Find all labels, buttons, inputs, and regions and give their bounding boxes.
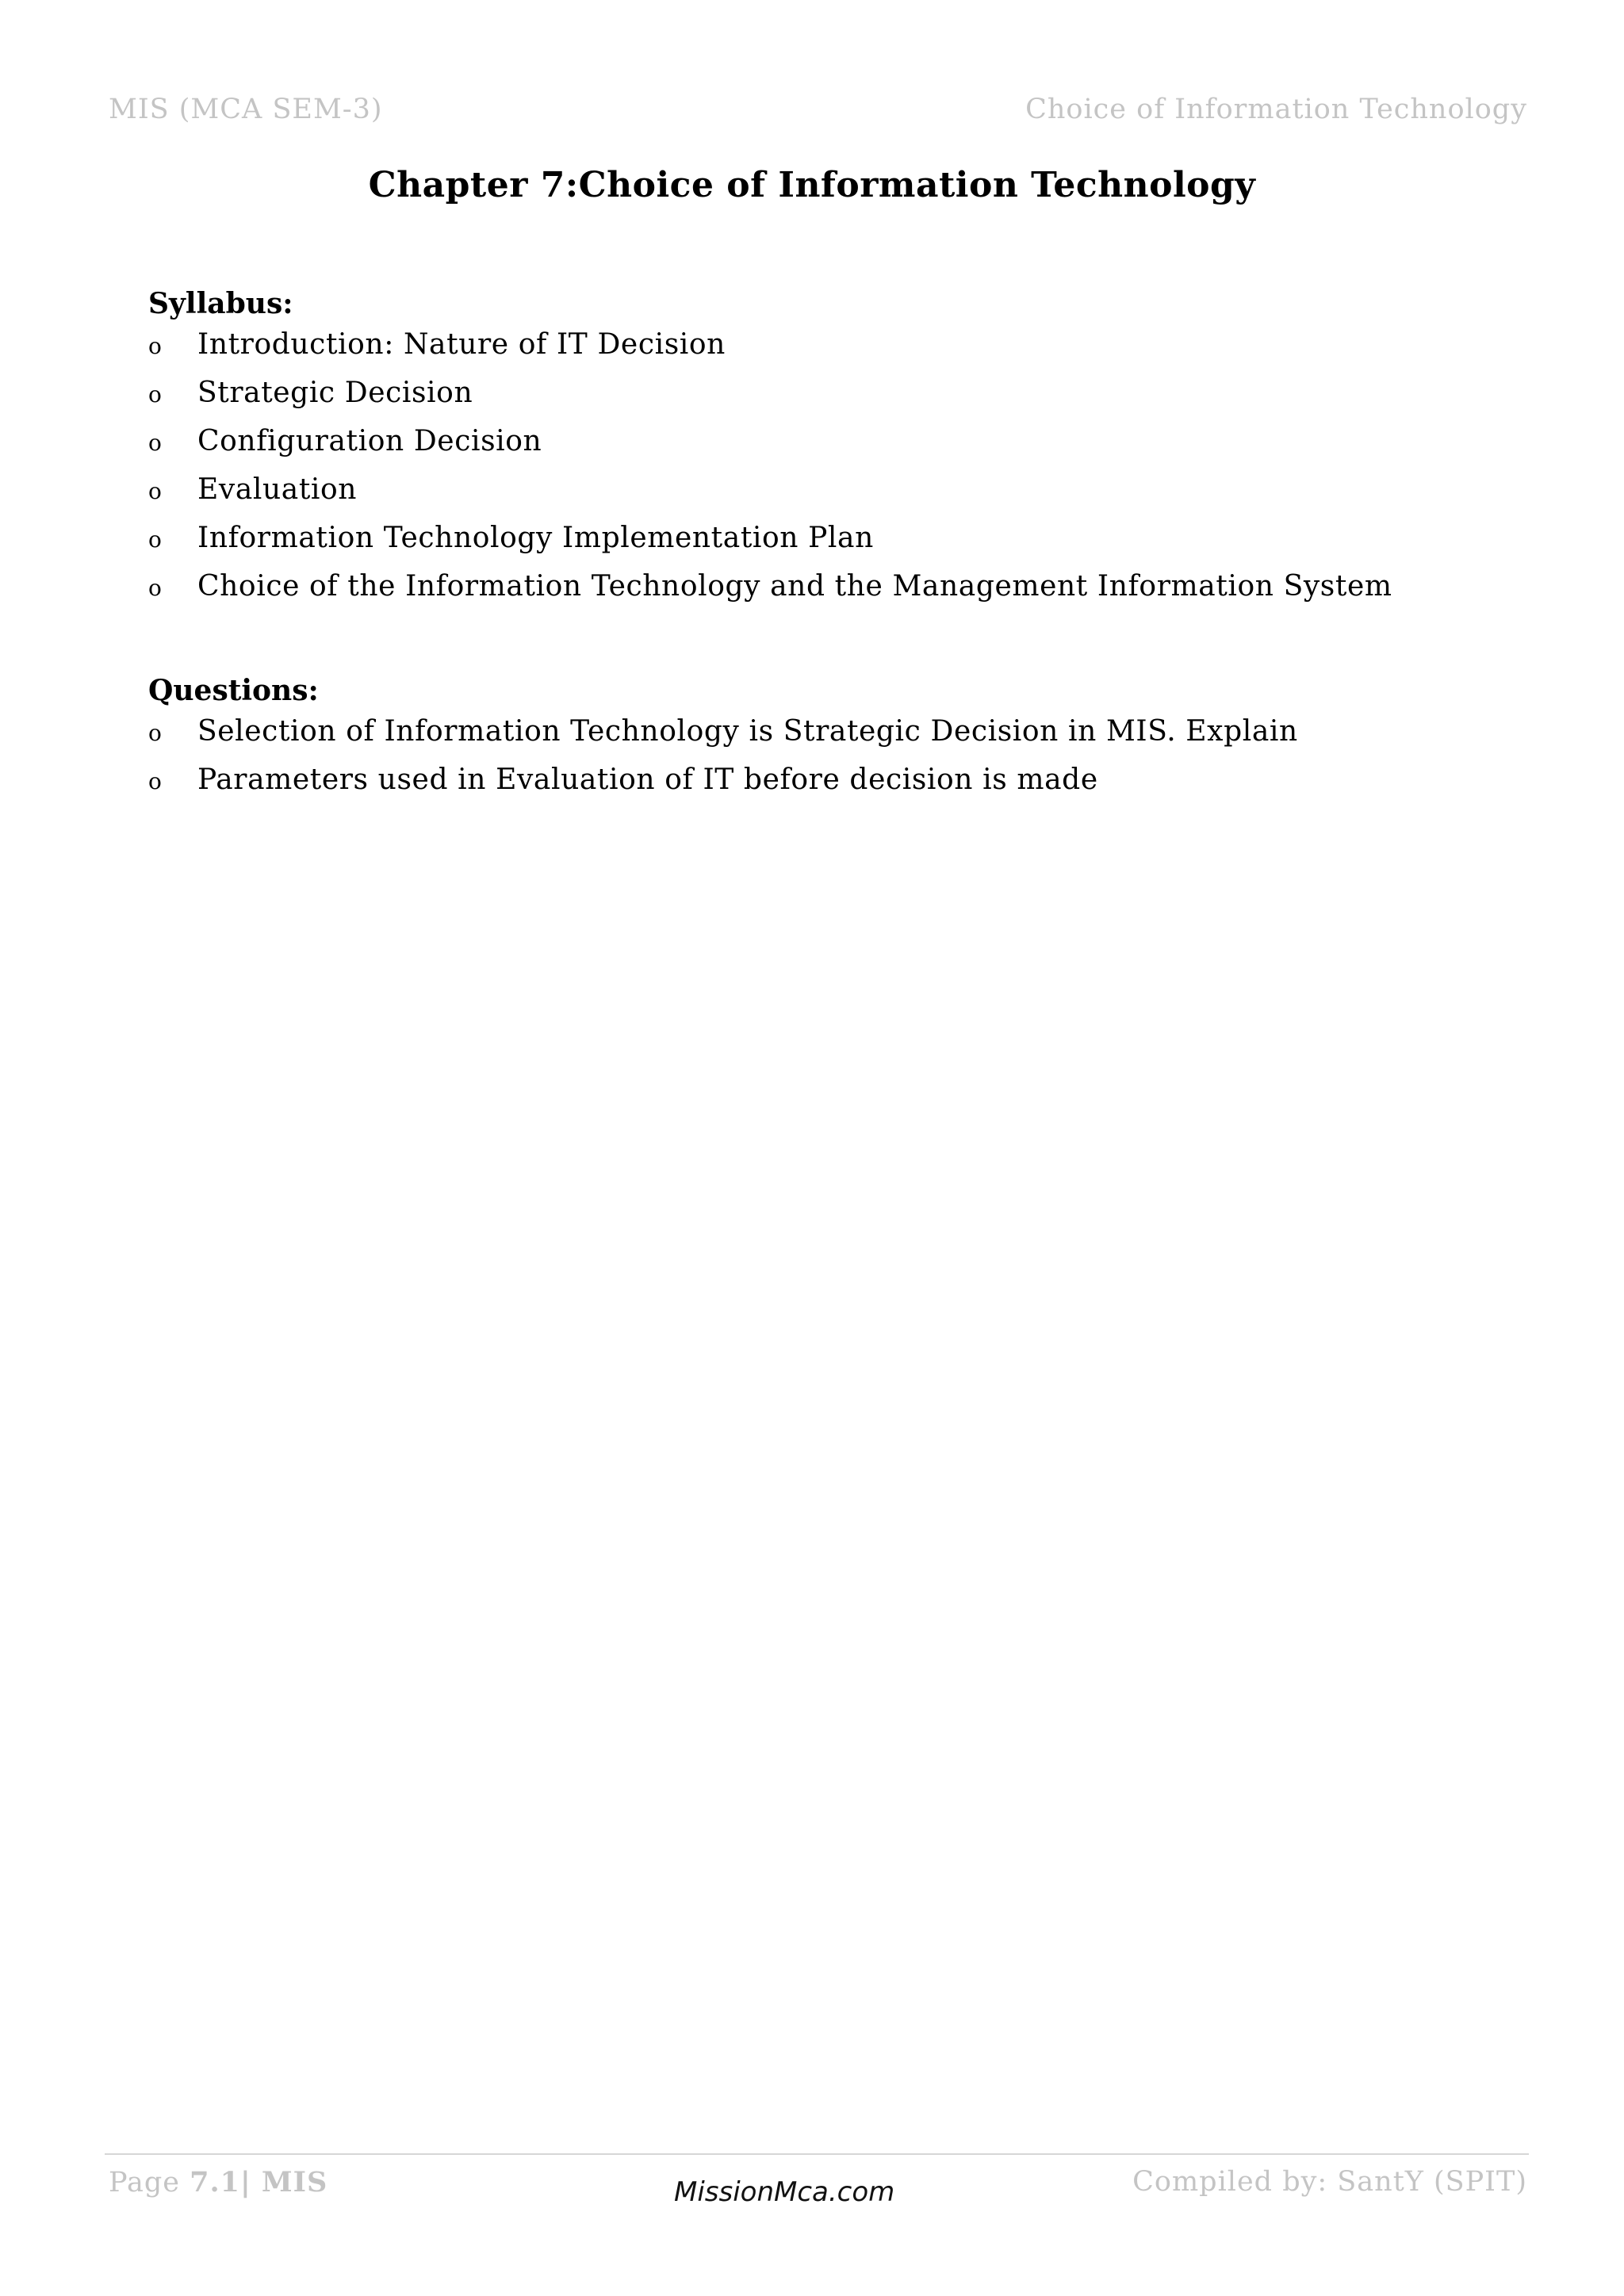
bullet-icon: o — [148, 430, 163, 456]
footer-divider — [105, 2153, 1529, 2155]
footer-page-number: 7.1 — [190, 2166, 240, 2198]
footer-compiled-by: Compiled by: SantY (SPIT) — [1132, 2166, 1527, 2198]
missionmca-logo — [672, 2169, 895, 2214]
list-item — [148, 763, 1298, 812]
header-left-text: MIS (MCA SEM-3) — [109, 94, 383, 125]
list-item — [148, 570, 1392, 618]
footer-page-prefix: Page — [109, 2167, 190, 2198]
bullet-icon: o — [148, 381, 163, 408]
list-item-text: Information Technology Implementation Plan — [197, 522, 874, 554]
list-item-text: Evaluation — [197, 473, 358, 506]
list-item — [148, 377, 1392, 425]
questions-heading: Questions: — [148, 674, 319, 707]
footer-page-info — [109, 2166, 327, 2198]
footer-page-suffix: | MIS — [240, 2166, 328, 2198]
chapter-title: Chapter 7:Choice of Information Technology — [368, 165, 1256, 205]
logo-text: MissionMca.com — [674, 2176, 895, 2208]
bullet-icon: o — [148, 478, 163, 504]
list-item — [148, 522, 1392, 570]
bullet-icon: o — [148, 575, 163, 601]
list-item — [148, 715, 1298, 763]
list-item-text: Choice of the Information Technology and the Management Information System — [197, 570, 1392, 603]
list-item — [148, 473, 1392, 522]
questions-section — [148, 669, 1298, 812]
bullet-icon: o — [148, 768, 163, 794]
bullet-icon: o — [148, 333, 163, 359]
bullet-icon: o — [148, 526, 163, 553]
header-right-text: Choice of Information Technology — [1025, 94, 1527, 125]
list-item-text: Parameters used in Evaluation of IT before decision is made — [197, 763, 1098, 796]
list-item — [148, 328, 1392, 377]
list-item — [148, 425, 1392, 473]
bullet-icon: o — [148, 720, 163, 746]
list-item-text: Selection of Information Technology is Strategic Decision in MIS. Explain — [197, 715, 1298, 748]
syllabus-heading: Syllabus: — [148, 287, 293, 320]
list-item-text: Strategic Decision — [197, 377, 473, 409]
list-item-text: Introduction: Nature of IT Decision — [197, 328, 726, 361]
list-item-text: Configuration Decision — [197, 425, 542, 457]
syllabus-section — [148, 282, 1392, 618]
